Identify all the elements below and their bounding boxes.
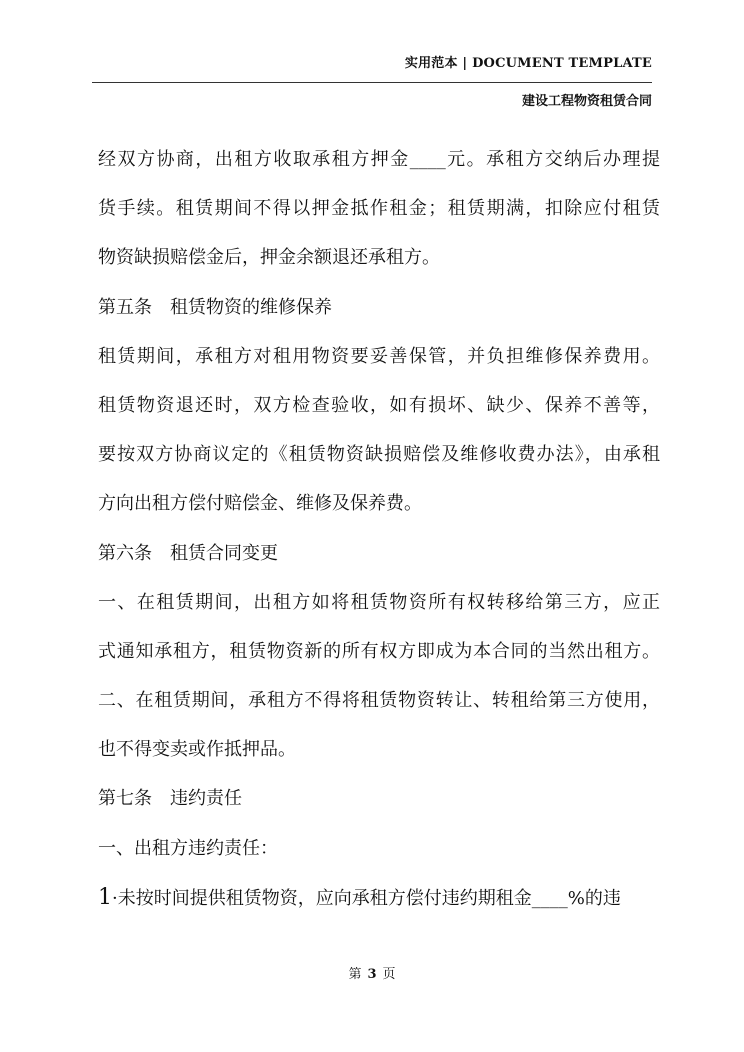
list-item-number: 1 [98,884,112,910]
header-divider [92,82,652,83]
body-line: 一、出租方违约责任： [98,837,278,859]
page-footer [0,963,744,982]
body-line: 一、在租赁期间，出租方如将租赁物资所有权转移给第三方，应正 [98,591,660,613]
page-number: 3 [367,967,377,982]
body-line: 方向出租方偿付赔偿金、维修及保养费。 [98,493,422,515]
body-line: 也不得变卖或作抵押品。 [98,739,296,761]
list-item [98,878,660,927]
footer-prefix: 第 [348,967,362,982]
footer-suffix: 页 [382,967,396,982]
body-line: 货手续。租赁期间不得以押金抵作租金；租赁期满，扣除应付租赁 [98,198,660,220]
body-line: 物资缺损赔偿金后，押金余额退还承租方。 [98,247,440,269]
section-heading-6: 第六条 租赁合同变更 [98,542,278,564]
body-line: 租赁期间，承租方对租用物资要妥善保管，并负担维修保养费用。 [98,345,660,367]
body-line: 经双方协商，出租方收取承租方押金____元。承租方交纳后办理提 [98,149,660,170]
body-line: 租赁物资退还时，双方检查验收，如有损坏、缺少、保养不善等， [98,394,660,416]
header-title: 实用范本 | DOCUMENT TEMPLATE [404,56,652,71]
document-body [98,140,660,927]
section-heading-5: 第五条 租赁物资的维修保养 [98,296,332,318]
body-line: 要按双方协商议定的《租赁物资缺损赔偿及维修收费办法》，由承租 [98,444,660,466]
header-subtitle: 建设工程物资租赁合同 [521,94,652,109]
body-line: 式通知承租方，租赁物资新的所有权方即成为本合同的当然出租方。 [98,640,660,662]
section-heading-7: 第七条 违约责任 [98,788,242,810]
list-item-text: ·未按时间提供租赁物资，应向承租方偿付违约期租金____%的违 [112,887,621,909]
body-line: 二、在租赁期间，承租方不得将租赁物资转让、转租给第三方使用， [98,690,660,712]
